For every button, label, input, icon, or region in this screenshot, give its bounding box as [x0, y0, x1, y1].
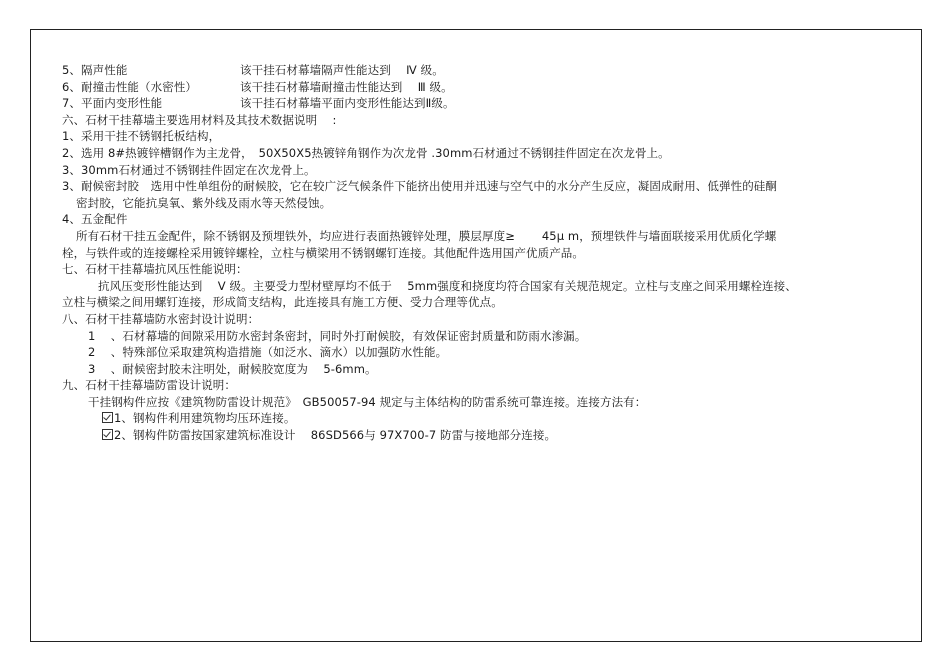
section-6-item: 4、五金配件 [62, 212, 128, 227]
performance-row-impact [62, 79, 862, 96]
performance-row-sound [62, 62, 862, 79]
section-6-item-continuation: 密封胶，它能抗臭氧、紫外线及雨水等天然侵蚀。 [76, 195, 332, 210]
section-9-item-text: 2、钢构件防雷按国家建筑标准设计 86SD566与 97X700-7 防雷与接地部分连接。 [114, 428, 557, 443]
section-9-item-text: 1、钢构件利用建筑物均压环连接。 [114, 411, 296, 426]
performance-label: 7、平面内变形性能 [62, 96, 163, 111]
section-6-item: 2、选用 8#热镀锌槽钢作为主龙骨， 50X50X5热镀锌角钢作为次龙骨 .30mm石材通过不锈钢挂件固定在次龙骨上。 [62, 145, 670, 160]
section-7-paragraph-continuation: 立柱与横梁之间用螺钉连接，形成简支结构，此连接具有施工方便、受力合理等优点。 [62, 295, 503, 310]
performance-value: 该干挂石材幕墙平面内变形性能达到Ⅱ级。 [240, 96, 455, 111]
section-9-item [62, 410, 862, 427]
section-6-item: 3、耐候密封胶 选用中性单组份的耐候胶，它在较广泛气候条件下能挤出使用并迅速与空气中的水分产生反应，凝固成耐用、低弹性的硅酮 [62, 179, 778, 194]
section-6-item: 1、采用干挂不锈钢托板结构， [62, 129, 221, 144]
section-9-item [62, 427, 862, 444]
section-9-intro: 干挂钢构件应按《建筑物防雷设计规范》 GB50057-94 规定与主体结构的防雷系统可靠连接。连接方法有： [88, 394, 647, 409]
section-8-heading: 八、石材干挂幕墙防水密封设计说明： [62, 311, 260, 326]
section-8-item: 3 、耐候密封胶未注明处，耐候胶宽度为 5-6mm。 [88, 361, 377, 376]
performance-label: 6、耐撞击性能（水密性） [62, 79, 198, 94]
document-body [62, 62, 862, 444]
section-7-heading: 七、石材干挂幕墙抗风压性能说明： [62, 262, 248, 277]
section-8-item: 2 、特殊部位采取建筑构造措施（如泛水、滴水）以加强防水性能。 [88, 345, 448, 360]
checkbox-icon [102, 412, 113, 423]
performance-row-deformation [62, 95, 862, 112]
section-6-paragraph: 所有石材干挂五金配件，除不锈钢及预埋铁外，均应进行表面热镀锌处理，膜层厚度≥ 45μ m，预埋铁件与墙面联接采用优质化学螺 [76, 228, 777, 243]
section-7-paragraph: 抗风压变形性能达到 Ⅴ 级。主要受力型材壁厚均不低于 5mm强度和挠度均符合国家有关规范规定。立柱与支座之间采用螺栓连接、 [98, 278, 797, 293]
section-6-heading: 六、石材干挂幕墙主要选用材料及其技术数据说明 : [62, 112, 337, 127]
performance-value: 该干挂石材幕墙耐撞击性能达到 Ⅲ 级。 [240, 79, 453, 94]
section-9-heading: 九、石材干挂幕墙防雷设计说明： [62, 378, 236, 393]
section-8-item: 1 、石材幕墙的间隙采用防水密封条密封，同时外打耐候胶，有效保证密封质量和防雨水渗漏。 [88, 328, 587, 343]
performance-label: 5、隔声性能 [62, 63, 128, 77]
section-6-item: 3、30mm石材通过不锈钢挂件固定在次龙骨上。 [62, 162, 316, 177]
checkbox-icon [102, 429, 113, 440]
performance-value: 该干挂石材幕墙隔声性能达到 Ⅳ 级。 [240, 63, 444, 77]
section-6-paragraph-continuation: 栓，与铁件或的连接螺栓采用镀锌螺栓，立柱与横梁用不锈钢螺钉连接。其他配件选用国产优质产品。 [62, 245, 584, 260]
